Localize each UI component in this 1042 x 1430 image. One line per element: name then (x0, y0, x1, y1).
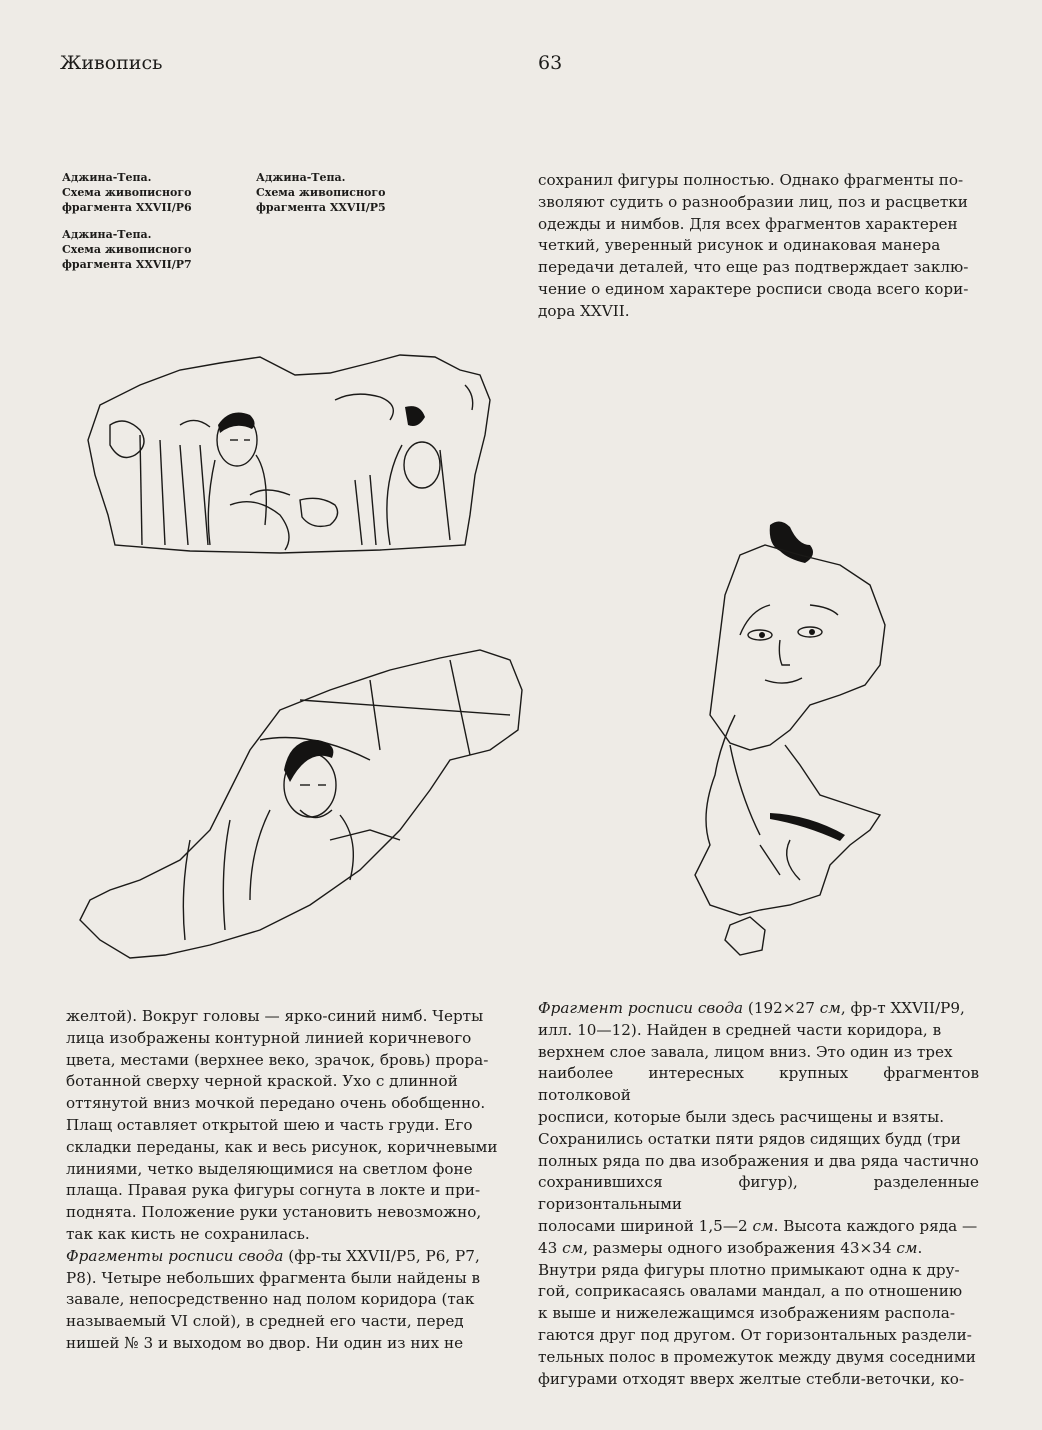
caption-line: Аджина-Тепа. (256, 171, 346, 184)
text-span: (192×27 (743, 999, 820, 1017)
text-line: одежды и нимбов. Для всех фрагментов характерен (538, 214, 958, 233)
text-line: полных ряда по два изображения и два ряда частично (538, 1151, 979, 1170)
unit: см (562, 1238, 584, 1257)
text-line: Сохранились остатки пяти рядов сидящих будд (три (538, 1129, 961, 1148)
text-line: называемый VI слой), в средней его части, перед (66, 1312, 464, 1331)
text-line: нишей № 3 и выходом во двор. Ни один из них не (66, 1333, 464, 1352)
caption-p6 (62, 170, 262, 215)
unit: см (896, 1238, 918, 1257)
text-line: P8). Четыре небольших фрагмента были найдены в (66, 1268, 481, 1287)
text-line: желтой). Вокруг головы — ярко-синий нимб. Черты (66, 1007, 484, 1025)
caption-line: Схема живописного (62, 186, 192, 199)
text-line (538, 1238, 979, 1260)
text-line: гаются друг под другом. От горизонтальных раздели- (538, 1325, 972, 1344)
text-line: линиями, четко выделяющимися на светлом фоне (66, 1159, 473, 1178)
fragment-p7-drawing (670, 515, 905, 960)
caption-line: Аджина-Тепа. (62, 228, 152, 241)
text-span: , размеры одного изображения 43×34 (583, 1238, 897, 1257)
text-line: завале, непосредственно над полом коридора (так (66, 1290, 475, 1309)
text-line: сохранившихся фигур), разделенные горизонтальными (538, 1173, 979, 1214)
text-line: цвета, местами (верхнее веко, зрачок, бровь) прора- (66, 1050, 489, 1069)
caption-line: Аджина-Тепа. (62, 171, 152, 184)
text-line: плаща. Правая рука фигуры согнута в локте и при- (66, 1181, 481, 1200)
caption-line: фрагмента XXVII/P6 (62, 201, 192, 214)
caption-p7 (62, 227, 262, 272)
text-line: илл. 10—12). Найден в средней части коридора, в (538, 1020, 942, 1039)
fragment-p6-drawing (80, 345, 500, 560)
text-line: складки переданы, как и весь рисунок, коричневыми (66, 1137, 498, 1156)
text-line: Плащ оставляет открытой шею и часть груди. Его (66, 1115, 473, 1134)
text-line: гой, соприкасаясь овалами мандал, а по отношению (538, 1282, 963, 1301)
caption-line: Схема живописного (62, 243, 192, 256)
text-line: поднята. Положение руки установить невозможно, (66, 1203, 482, 1222)
text-line (538, 998, 979, 1020)
unit: см (819, 999, 841, 1017)
text-line: верхнем слое завала, лицом вниз. Это один из трех (538, 1042, 953, 1061)
section-heading: Фрагмент росписи свода (538, 999, 744, 1017)
text-line: передачи деталей, что еще раз подтверждает заклю- (538, 258, 969, 277)
text-line: оттянутой вниз мочкой передано очень обобщенно. (66, 1094, 486, 1113)
text-column-right-bottom (538, 998, 979, 1390)
caption-line: фрагмента XXVII/P5 (256, 201, 386, 214)
text-line: сохранил фигуры полностью. Однако фрагменты по- (538, 171, 964, 189)
text-line: к выше и нижележащимся изображениям распола- (538, 1304, 955, 1323)
text-line: тельных полос в промежуток между двумя соседними (538, 1347, 976, 1366)
text-span: полосами шириной 1,5—2 (538, 1216, 753, 1235)
text-column-right-top (538, 170, 979, 323)
text-span: . (917, 1238, 923, 1257)
text-line: зволяют судить о разнообразии лиц, поз и расцветки (538, 192, 968, 211)
text-line: дора XXVII. (538, 301, 630, 320)
text-span: (фр-ты XXVII/P5, P6, P7, (283, 1246, 480, 1265)
text-line: так как кисть не сохранилась. (66, 1224, 310, 1243)
text-line: Внутри ряда фигуры плотно примыкают одна к дру- (538, 1260, 960, 1279)
text-line: ботанной сверху черной краской. Ухо с длинной (66, 1072, 458, 1091)
running-title: Живопись (60, 52, 163, 74)
section-heading: Фрагменты росписи свода (66, 1246, 284, 1265)
page-number: 63 (538, 52, 563, 74)
text-line (538, 1216, 979, 1238)
text-span: . Высота каждого ряда — (773, 1216, 978, 1235)
text-line: фигурами отходят вверх желтые стебли-веточки, ко- (538, 1369, 965, 1388)
text-line: росписи, которые были здесь расчищены и взяты. (538, 1107, 945, 1126)
text-span: , фр-т XXVII/P9, (840, 999, 965, 1017)
text-line: чение о едином характере росписи свода всего кори- (538, 279, 969, 298)
text-line: лица изображены контурной линией коричневого (66, 1028, 472, 1047)
caption-p5 (256, 170, 456, 215)
text-column-left-bottom (66, 1006, 499, 1355)
text-span: 43 (538, 1238, 563, 1257)
text-line: наиболее интересных крупных фрагментов потолковой (538, 1064, 979, 1105)
caption-line: фрагмента XXVII/P7 (62, 258, 192, 271)
caption-line: Схема живописного (256, 186, 386, 199)
fragment-p5-drawing (70, 640, 530, 965)
unit: см (752, 1216, 774, 1235)
text-line: четкий, уверенный рисунок и одинаковая манера (538, 236, 941, 255)
text-line (66, 1246, 499, 1268)
